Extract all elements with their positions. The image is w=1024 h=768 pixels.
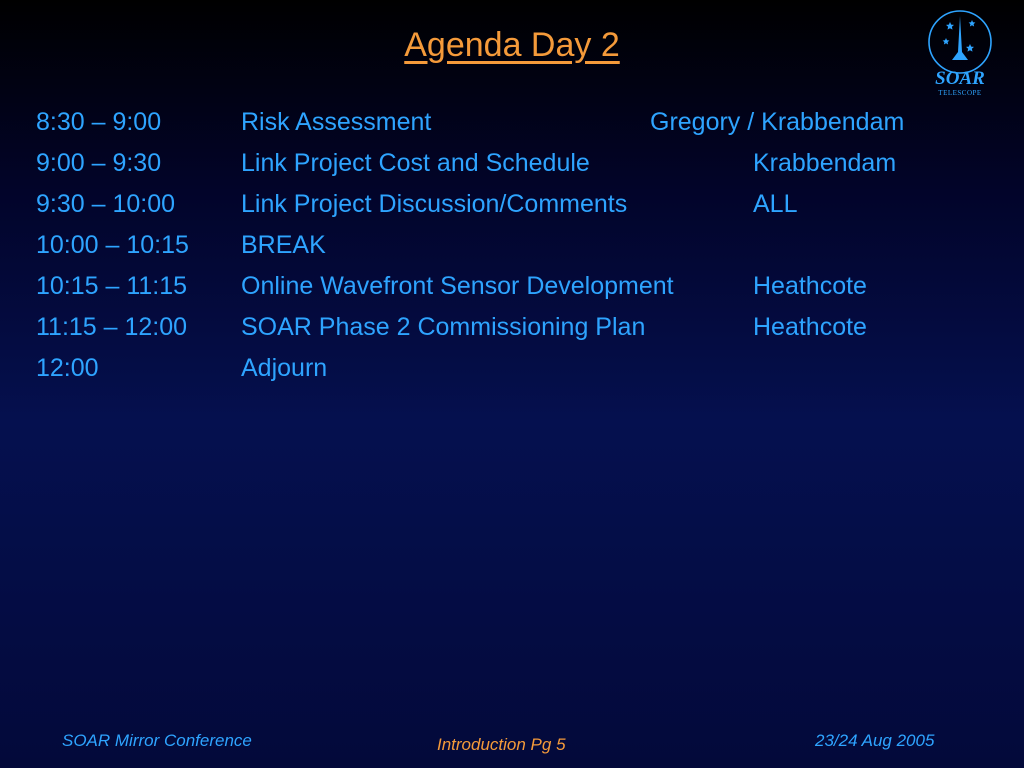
logo-name: SOAR [935,68,985,89]
agenda-speaker: ALL [753,190,798,218]
agenda-time: 9:00 – 9:30 [36,149,162,177]
agenda-topic: BREAK [241,231,326,259]
agenda-speaker: Krabbendam [753,149,897,177]
soar-telescope-logo-icon [924,8,998,100]
logo-subtitle: TELESCOPE [938,89,982,97]
footer-date: 23/24 Aug 2005 [815,731,935,750]
agenda-topic: SOAR Phase 2 Commissioning Plan [241,313,646,341]
agenda-topic: Link Project Discussion/Comments [241,190,628,218]
agenda-row [36,190,996,231]
footer-page: Introduction Pg 5 [437,735,566,754]
agenda-time: 10:00 – 10:15 [36,231,189,259]
agenda-topic: Online Wavefront Sensor Development [241,272,674,300]
agenda-time: 9:30 – 10:00 [36,190,176,218]
agenda-table [36,108,996,395]
agenda-time: 8:30 – 9:00 [36,108,162,136]
agenda-row [36,272,996,313]
agenda-topic: Adjourn [241,354,328,382]
agenda-time: 11:15 – 12:00 [36,313,188,341]
agenda-time: 12:00 [36,354,99,382]
slide-title: Agenda Day 2 [404,26,620,64]
agenda-row [36,231,996,272]
agenda-row [36,108,996,149]
agenda-time: 10:15 – 11:15 [36,272,188,300]
agenda-row [36,313,996,354]
agenda-speaker: Gregory / Krabbendam [650,108,905,136]
agenda-row [36,149,996,190]
agenda-topic: Link Project Cost and Schedule [241,149,590,177]
footer-conference: SOAR Mirror Conference [62,731,252,750]
agenda-speaker: Heathcote [753,272,867,300]
agenda-topic: Risk Assessment [241,108,432,136]
agenda-row [36,354,996,395]
agenda-speaker: Heathcote [753,313,867,341]
